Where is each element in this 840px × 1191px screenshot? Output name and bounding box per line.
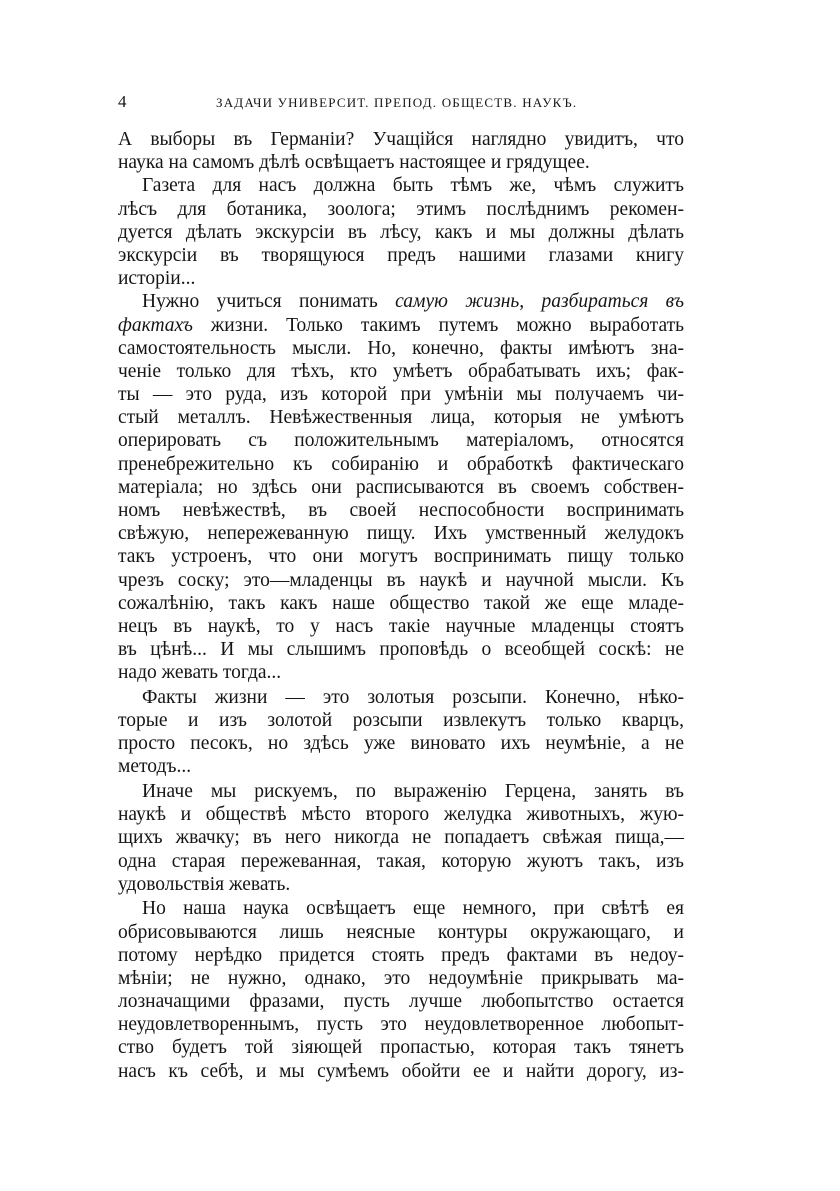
text-line: неудовлетвореннымъ, пусть это неудовлетворенное любопыт-: [118, 1014, 684, 1036]
text-line: просто песокъ, но здѣсь уже виновато ихъ неумѣнiе, а не: [118, 733, 684, 755]
text-line: насъ къ себѣ, и мы сумѣемъ обойти ее и найти дорогу, из-: [118, 1060, 684, 1082]
text-line: ты — это руда, изъ которой при умѣнiи мы получаемъ чи-: [118, 384, 684, 406]
page-number: 4: [118, 92, 127, 111]
text-line: Иначе мы рискуемъ, по выраженiю Герцена, занять въ: [142, 781, 684, 803]
text-line: чрезъ соску; это—младенцы въ наукѣ и научной мысли. Къ: [118, 569, 684, 591]
text-line: торые и изъ золотой розсыпи извлекутъ только кварцъ,: [118, 710, 684, 732]
text-line: удовольствiя жевать.: [118, 873, 291, 895]
text-line: Газета для насъ должна быть тѣмъ же, чѣмъ служитъ: [142, 175, 684, 197]
text-line: ченiе только для тѣхъ, кто умѣетъ обрабатывать ихъ; фак-: [118, 360, 684, 382]
text-line: въ цѣнѣ... И мы слышимъ проповѣдь о всеобщей соскѣ: не: [118, 639, 684, 661]
text-line: [118, 290, 684, 313]
text-line: наука на самомъ дѣлѣ освѣщаетъ настоящее и грядущее.: [118, 152, 590, 174]
text-line: потому нерѣдко придется стоять предъ фактами въ недоу-: [118, 944, 684, 966]
text-line: А выборы въ Германiи? Учащiйся наглядно увидитъ, что: [118, 129, 684, 150]
text-line: оперировать съ положительнымъ матерiаломъ, относятся: [118, 430, 684, 452]
text-line: мѣнiи; не нужно, однако, это недоумѣнiе прикрывать ма-: [118, 967, 684, 989]
text-line: лозначащими фразами, пусть лучше любопытство остается: [118, 991, 684, 1013]
text-line: ство будетъ той зiяющей пропастью, которая такъ тянетъ: [118, 1037, 684, 1059]
text-run: Нужно учиться понимать: [142, 291, 378, 313]
text-line: Факты жизни — это золотыя розсыпи. Конечно, нѣко-: [142, 686, 684, 708]
text-line: обрисовываются лишь неясные контуры окружающаго, и: [118, 921, 684, 943]
text-line: экскурсiи въ творящуюся предъ нашими глазами книгу: [118, 244, 684, 266]
text-line: исторiи...: [118, 268, 196, 290]
running-title: ЗАДАЧИ УНИВЕРСИТ. ПРЕПОД. ОБЩЕСТВ. НАУКЪ.: [216, 95, 578, 110]
body-text: [118, 128, 684, 1083]
text-line: [118, 314, 684, 337]
text-line: одна старая пережеванная, такая, которую жуютъ такъ, изъ: [118, 850, 684, 872]
text-line: нецъ въ наукѣ, то у насъ такiе научные младенцы стоятъ: [118, 615, 684, 637]
text-line: наукѣ и обществѣ мѣсто второго желудка животныхъ, жую-: [118, 804, 684, 826]
text-line: самостоятельность мысли. Но, конечно, факты имѣютъ зна-: [118, 337, 684, 359]
text-line: сожалѣнiю, такъ какъ наше общество такой же еще младе-: [118, 592, 684, 614]
text-run: жизни. Только такимъ путемъ можно выработать: [210, 314, 685, 336]
text-line: дуется дѣлать экскурсiи въ лѣсу, какъ и мы должны дѣлать: [118, 221, 684, 243]
italic-emphasis: самую жизнь, разбираться въ: [395, 291, 684, 313]
text-line: Но наша наука освѣщаетъ еще немного, при свѣтѣ ея: [142, 898, 684, 920]
text-line: надо жевать тогда...: [118, 662, 282, 684]
text-line: свѣжую, непережеванную пищу. Ихъ умственный желудокъ: [118, 523, 684, 545]
text-line: лѣсъ для ботаника, зоолога; этимъ послѣднимъ рекомен-: [118, 198, 684, 220]
text-line: методъ...: [118, 756, 192, 778]
page-header: [118, 92, 684, 116]
text-line: щихъ жвачку; въ него никогда не попадаетъ свѣжая пища,—: [118, 827, 684, 849]
text-line: стый металлъ. Невѣжественныя лица, которыя не умѣютъ: [118, 407, 684, 429]
text-line: матерiала; но здѣсь они расписываются въ своемъ собствен-: [118, 476, 684, 498]
italic-emphasis: фактахъ: [118, 314, 193, 336]
text-line: пренебрежительно къ собиранiю и обработкѣ фактическаго: [118, 453, 684, 475]
text-line: номъ невѣжествѣ, въ своей неспособности воспринимать: [118, 500, 684, 521]
text-line: такъ устроенъ, что они могутъ воспринимать пищу только: [118, 546, 684, 568]
